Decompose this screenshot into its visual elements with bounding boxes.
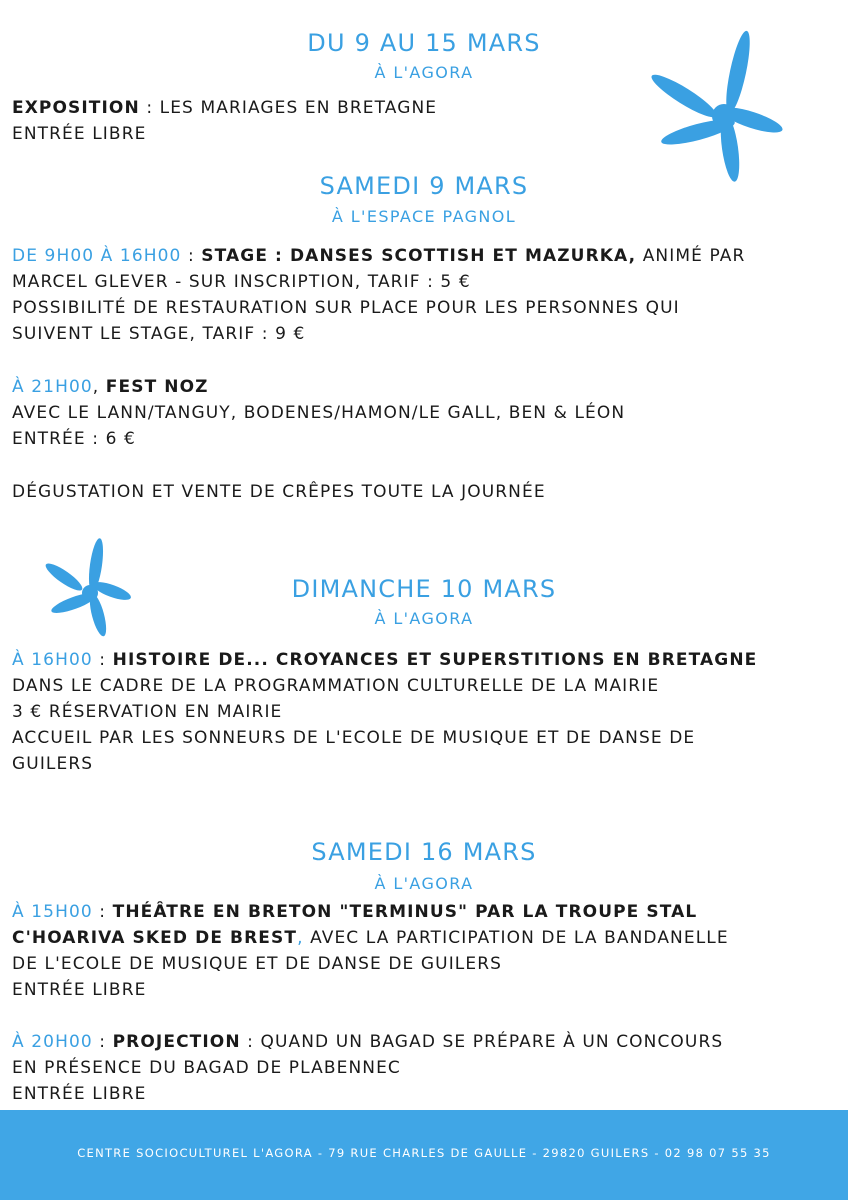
event-line [12,927,729,949]
section-heading: DU 9 AU 15 MARS [307,29,541,57]
event-time: DE 9H00 À 16H00 [12,246,182,266]
event-line: GUILERS [12,754,94,774]
event-time: À 20H00 [12,1032,93,1052]
event-line: AVEC LE LANN/TANGUY, BODENES/HAMON/LE GALL, BEN & LÉON [12,403,626,423]
event-line [12,649,757,671]
section-heading: DIMANCHE 10 MARS [291,575,557,603]
event-line: DANS LE CADRE DE LA PROGRAMMATION CULTURELLE DE LA MAIRIE [12,676,660,696]
event-time: À 16H00 [12,650,93,670]
event-line [12,245,745,267]
section-heading: SAMEDI 16 MARS [311,838,537,866]
event-title: HISTOIRE DE... CROYANCES ET SUPERSTITIONS EN BRETAGNE [112,650,758,670]
event-line: ENTRÉE : 6 € [12,429,136,449]
separator: : [92,902,113,922]
event-time: À 15H00 [12,902,93,922]
event-line: MARCEL GLEVER - SUR INSCRIPTION, TARIF : 5 € [12,272,471,292]
event-line: DE L'ECOLE DE MUSIQUE ET DE DANSE DE GUILERS [12,954,503,974]
event-title: STAGE : DANSES SCOTTISH ET MAZURKA, [201,246,637,266]
event-title: C'HOARIVA SKED DE BREST [12,928,298,948]
event-line: ACCUEIL PAR LES SONNEURS DE L'ECOLE DE MUSIQUE ET DE DANSE DE [12,728,696,748]
section-venue: À L'AGORA [374,63,474,82]
event-detail: : LES MARIAGES EN BRETAGNE [139,98,438,118]
event-line [12,376,209,398]
event-detail: ANIMÉ PAR [636,246,746,266]
event-line: EN PRÉSENCE DU BAGAD DE PLABENNEC [12,1058,401,1078]
event-line: ENTRÉE LIBRE [12,124,147,144]
event-title: THÉÂTRE EN BRETON "TERMINUS" PAR LA TROUPE STAL [112,902,698,922]
event-detail: AVEC LA PARTICIPATION DE LA BANDANELLE [303,928,729,948]
separator: : [92,1032,113,1052]
event-line: DÉGUSTATION ET VENTE DE CRÊPES TOUTE LA JOURNÉE [12,482,546,502]
event-line [12,1031,723,1053]
section-venue: À L'ESPACE PAGNOL [331,207,517,226]
event-line [12,97,437,119]
separator: , [297,928,304,948]
separator: : [181,246,202,266]
event-time: À 21H00 [12,377,93,397]
event-line [12,901,697,923]
event-line: 3 € RÉSERVATION EN MAIRIE [12,702,283,722]
event-title: FEST NOZ [105,377,209,397]
separator: , [92,377,106,397]
event-detail: : QUAND UN BAGAD SE PRÉPARE À UN CONCOURS [240,1032,724,1052]
event-line: SUIVENT LE STAGE, TARIF : 9 € [12,324,306,344]
event-line: ENTRÉE LIBRE [12,1084,147,1104]
section-venue: À L'AGORA [374,609,474,628]
event-line: ENTRÉE LIBRE [12,980,147,1000]
footer-address: CENTRE SOCIOCULTUREL L'AGORA - 79 RUE CHARLES DE GAULLE - 29820 GUILERS - 02 98 07 55 35 [77,1146,771,1160]
section-heading: SAMEDI 9 MARS [319,172,529,200]
event-title: EXPOSITION [12,98,140,118]
event-title: PROJECTION [112,1032,241,1052]
separator: : [92,650,113,670]
section-venue: À L'AGORA [374,874,474,893]
event-line: POSSIBILITÉ DE RESTAURATION SUR PLACE POUR LES PERSONNES QUI [12,298,680,318]
